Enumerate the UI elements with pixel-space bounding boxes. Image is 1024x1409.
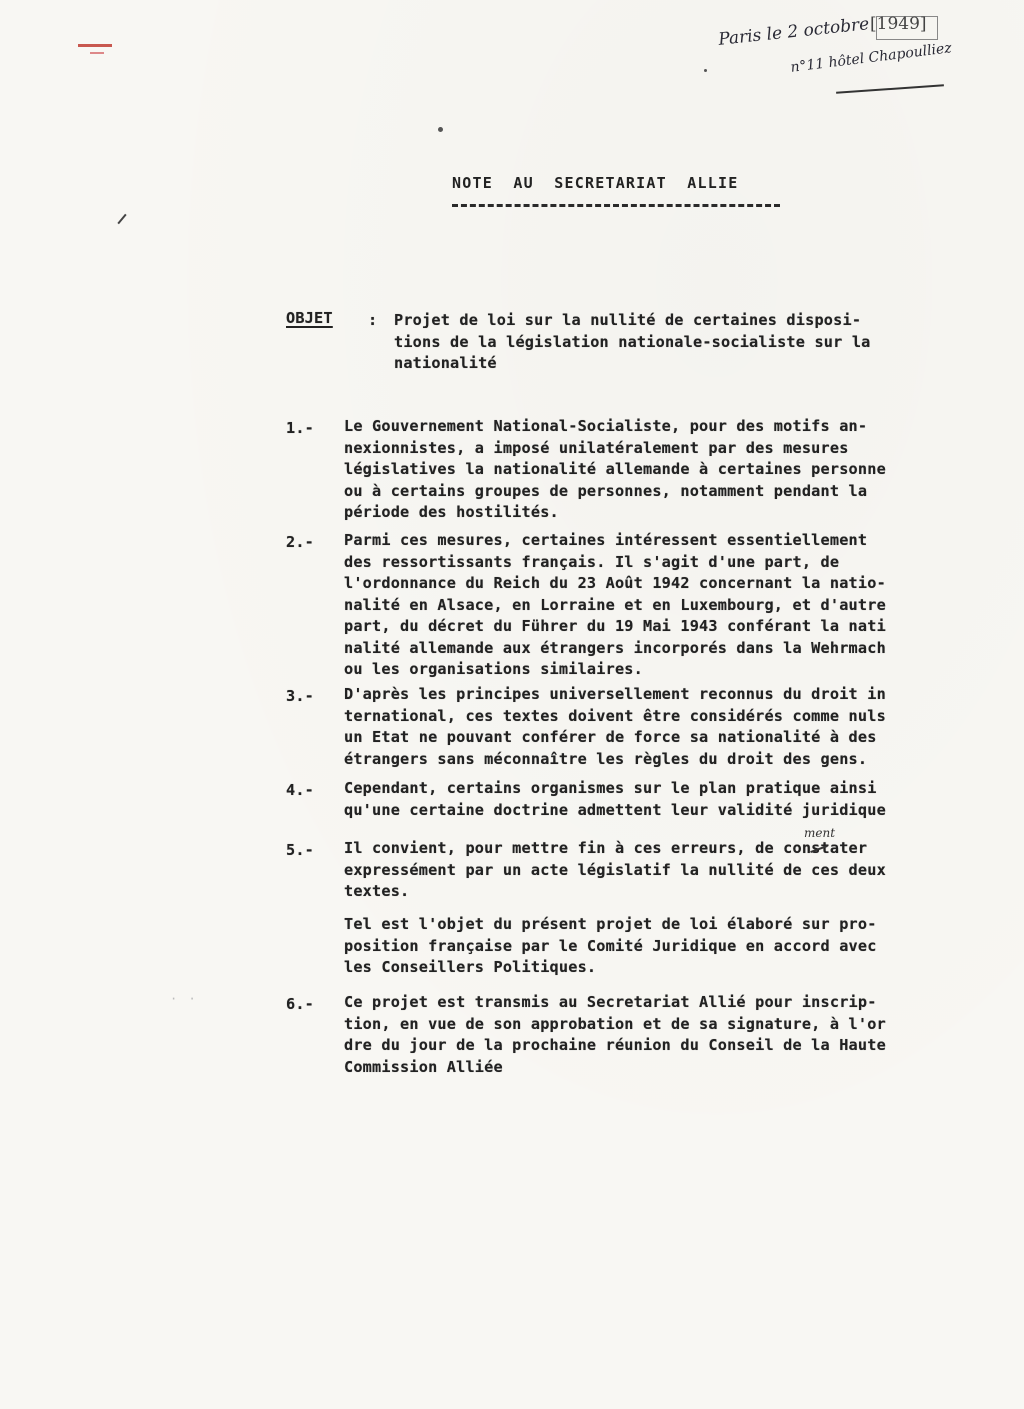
paper-smudge: · · <box>170 992 198 1006</box>
margin-tick-mark <box>117 214 126 224</box>
paragraph-6: Ce projet est transmis au Secretariat Allié pour inscrip- tion, en vue de son approbation et de sa signature, à l'or dre du jour de la prochaine réunion du Conseil de la Haute Commission Alliée <box>344 993 886 1076</box>
handwritten-year-bracket: [1949] <box>870 14 927 34</box>
paragraph-1: Le Gouvernement National-Socialiste, pour des motifs an- nexionnistes, a imposé unilatéralement par des mesures législatives la nationalité allemande à certaines personne ou à certains groupes de personnes, notamment pendant la période des hostilités. <box>344 417 886 521</box>
paragraph-number-4: 4.- <box>286 781 315 799</box>
handwritten-underline <box>836 84 944 94</box>
objet-text: Projet de loi sur la nullité de certaines disposi- tions de la législation nationale-socialiste sur la nationalité <box>394 311 871 372</box>
handwritten-address: n°11 hôtel Chapoulliez <box>789 40 953 76</box>
title-underline <box>452 204 780 207</box>
paragraph-number-3: 3.- <box>286 687 315 705</box>
objet-separator: : <box>368 311 378 329</box>
handwritten-correction: ment <box>804 826 836 840</box>
paragraph-3: D'après les principes universellement reconnus du droit in ternational, ces textes doivent être considérés comme nuls un Etat ne pouvant conférer de force sa nationalité à des étrangers sans méconnaître les règles du droit des gens. <box>344 685 886 768</box>
ink-speck <box>438 127 443 132</box>
objet-label: OBJET <box>286 309 333 327</box>
ink-speck <box>704 69 707 72</box>
paragraph-4: Cependant, certains organismes sur le plan pratique ainsi qu'une certaine doctrine admettent leur validité juridique <box>344 779 886 819</box>
paragraph-5: Il convient, pour mettre fin à ces erreurs, de constater expressément par un acte législatif la nullité de ces deux textes. <box>344 839 886 900</box>
paragraph-number-2: 2.- <box>286 533 315 551</box>
paragraph-number-1: 1.- <box>286 419 315 437</box>
paragraph-number-5: 5.- <box>286 841 315 859</box>
paragraph-2: Parmi ces mesures, certaines intéressent essentiellement des ressortissants français. Il s'agit d'une part, de l'ordonnance du Reich du 23 Août 1942 concernant la natio- nalité en Alsace, en Lorraine et en Luxembourg, et d'autre part, du décret du Führer du 19 Mai 1943 conférant la nati nalité allemande aux étrangers incorporés dans la Wehrmach ou les organisations similaires. <box>344 531 886 678</box>
red-margin-mark <box>78 44 112 47</box>
handwritten-date: Paris le 2 octobre <box>717 14 871 50</box>
paragraph-number-6: 6.- <box>286 995 315 1013</box>
paragraph-5-continuation: Tel est l'objet du présent projet de loi élaboré sur pro- position française par le Comité Juridique en accord avec les Conseillers Politiques. <box>344 915 877 976</box>
document-title: NOTE AU SECRETARIAT ALLIE <box>452 174 739 192</box>
red-margin-mark-secondary <box>90 52 104 54</box>
